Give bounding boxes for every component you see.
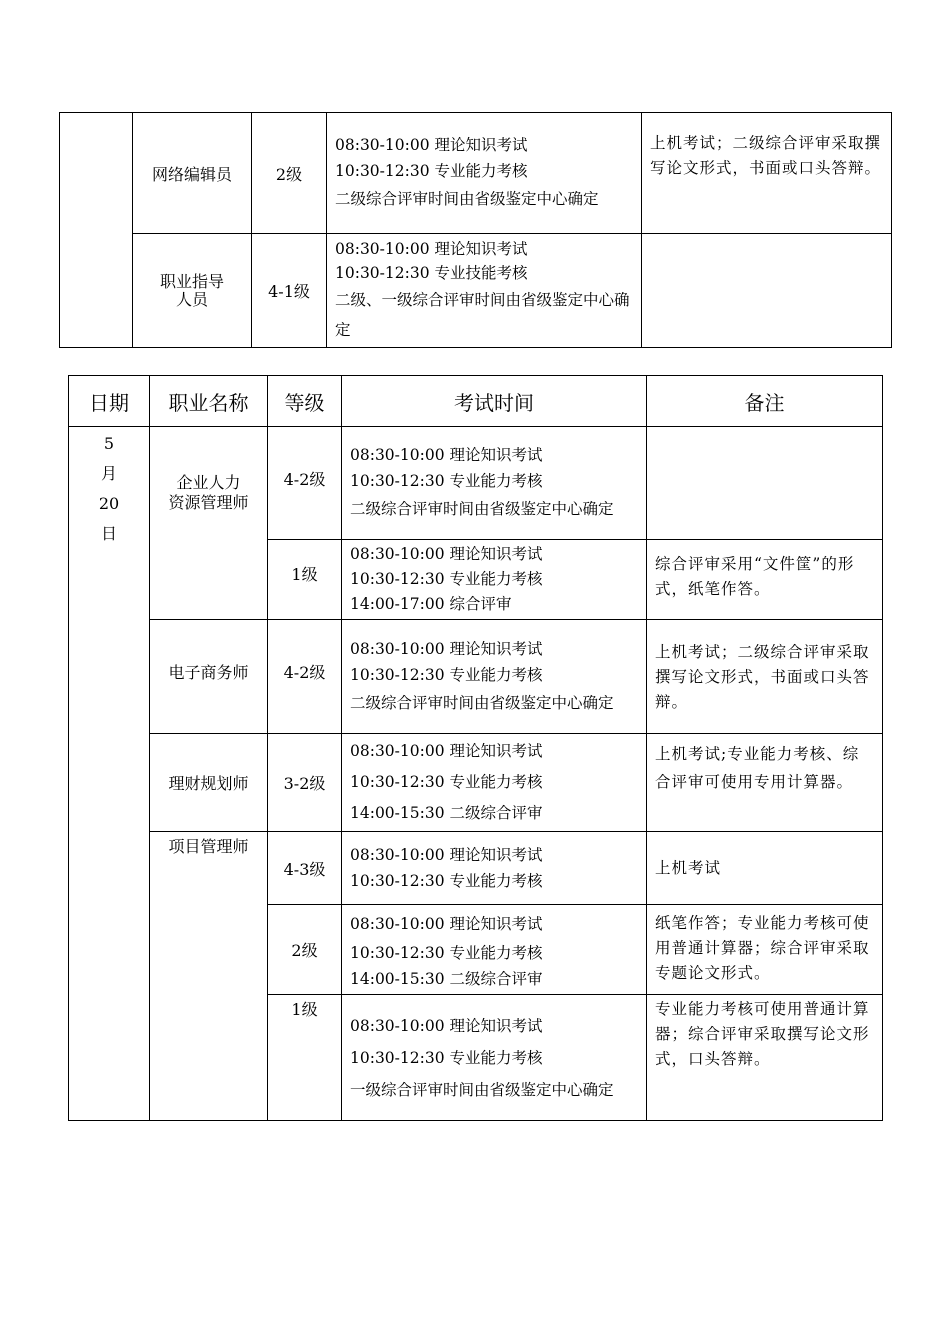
level-cell: 4-2级 xyxy=(268,427,342,540)
level-cell: 4-3级 xyxy=(268,832,342,905)
note-cell: 综合评审采用“文件筐”的形式，纸笔作答。 xyxy=(647,540,883,620)
time-line: 08:30-10:00 理论知识考试 xyxy=(350,846,543,864)
date-cell xyxy=(69,427,150,1121)
level-cell: 4-2级 xyxy=(268,620,342,734)
time-line: 10:30-12:30 专业能力考核 xyxy=(350,472,543,490)
table-row xyxy=(60,113,892,234)
exam-time-cell xyxy=(342,905,647,995)
exam-time-cell xyxy=(342,995,647,1121)
time-note: 二级综合评审时间由省级鉴定中心确定 xyxy=(335,190,599,208)
occupation-line: 企业人力 xyxy=(176,473,241,492)
exam-schedule-table-continued xyxy=(59,112,892,348)
note-cell: 纸笔作答；专业能力考核可使用普通计算器；综合评审采取专题论文形式。 xyxy=(647,905,883,995)
time-line: 08:30-10:00 理论知识考试 xyxy=(350,446,543,464)
exam-time-cell xyxy=(342,540,647,620)
occupation-line: 职业指导 xyxy=(159,271,224,291)
time-line: 14:00-15:30 二级综合评审 xyxy=(350,969,543,988)
occupation-cell: 项目管理师 xyxy=(150,832,268,1121)
occupation-cell: 电子商务师 xyxy=(150,620,268,734)
level-cell: 3-2级 xyxy=(268,734,342,832)
exam-time-cell xyxy=(342,832,647,905)
time-line: 10:30-12:30 专业能力考核 xyxy=(350,665,543,684)
occupation-line: 人员 xyxy=(175,289,208,309)
time-line: 08:30-10:00 理论知识考试 xyxy=(350,1016,543,1035)
time-line: 10:30-12:30 专业能力考核 xyxy=(350,872,543,890)
note-cell xyxy=(642,234,892,348)
header-note: 备注 xyxy=(647,376,883,427)
date-line: 日 xyxy=(100,524,117,543)
time-line: 08:30-10:00 理论知识考试 xyxy=(335,239,528,258)
level-cell: 2级 xyxy=(252,113,327,234)
time-line: 08:30-10:00 理论知识考试 xyxy=(335,136,528,154)
time-line: 08:30-10:00 理论知识考试 xyxy=(350,742,543,760)
time-note: 二级、一级综合评审时间由省级鉴定中心确定 xyxy=(335,290,630,339)
time-line: 08:30-10:00 理论知识考试 xyxy=(350,545,543,563)
occupation-cell xyxy=(150,427,268,620)
occupation-cell xyxy=(133,234,252,348)
note-cell: 上机考试；二级综合评审采取撰写论文形式，书面或口头答辩。 xyxy=(647,620,883,734)
level-cell: 2级 xyxy=(268,905,342,995)
time-line: 10:30-12:30 专业技能考核 xyxy=(335,263,528,282)
note-cell: 上机考试;专业能力考核、综合评审可使用专用计算器。 xyxy=(647,734,883,832)
occupation-cell: 网络编辑员 xyxy=(133,113,252,234)
level-cell: 1级 xyxy=(268,995,342,1121)
note-cell: 上机考试；二级综合评审采取撰写论文形式，书面或口头答辩。 xyxy=(642,113,892,234)
time-line: 10:30-12:30 专业能力考核 xyxy=(350,943,543,962)
level-cell: 4-1级 xyxy=(252,234,327,348)
table-row xyxy=(69,427,883,540)
level-cell: 1级 xyxy=(268,540,342,620)
time-line: 10:30-12:30 专业能力考核 xyxy=(350,570,543,588)
date-cell-empty xyxy=(60,113,133,348)
table-row xyxy=(69,832,883,905)
occupation-line: 资源管理师 xyxy=(168,493,249,512)
header-date: 日期 xyxy=(69,376,150,427)
time-line: 10:30-12:30 专业能力考核 xyxy=(335,162,528,180)
time-line: 08:30-10:00 理论知识考试 xyxy=(350,914,543,933)
time-note: 一级综合评审时间由省级鉴定中心确定 xyxy=(350,1080,614,1099)
date-line: 月 xyxy=(100,464,117,483)
time-note: 二级综合评审时间由省级鉴定中心确定 xyxy=(350,500,614,518)
date-line: 5 xyxy=(103,434,115,453)
note-cell: 专业能力考核可使用普通计算器；综合评审采取撰写论文形式，口头答辩。 xyxy=(647,995,883,1121)
note-cell xyxy=(647,427,883,540)
exam-time-cell xyxy=(342,734,647,832)
note-cell: 上机考试 xyxy=(647,832,883,905)
table-row xyxy=(60,234,892,348)
header-exam-time: 考试时间 xyxy=(342,376,647,427)
time-line: 10:30-12:30 专业能力考核 xyxy=(350,1048,543,1067)
date-line: 20 xyxy=(98,494,120,513)
header-occupation: 职业名称 xyxy=(150,376,268,427)
header-level: 等级 xyxy=(268,376,342,427)
exam-time-cell xyxy=(327,234,642,348)
time-note: 二级综合评审时间由省级鉴定中心确定 xyxy=(350,693,614,712)
exam-schedule-table xyxy=(68,375,883,1121)
exam-time-cell xyxy=(327,113,642,234)
time-line: 14:00-15:30 二级综合评审 xyxy=(350,804,543,822)
table-row xyxy=(69,620,883,734)
header-row xyxy=(69,376,883,427)
occupation-cell: 理财规划师 xyxy=(150,734,268,832)
table-row xyxy=(69,734,883,832)
exam-time-cell xyxy=(342,620,647,734)
exam-time-cell xyxy=(342,427,647,540)
time-line: 08:30-10:00 理论知识考试 xyxy=(350,639,543,658)
time-line: 10:30-12:30 专业能力考核 xyxy=(350,773,543,791)
time-line: 14:00-17:00 综合评审 xyxy=(350,595,512,613)
